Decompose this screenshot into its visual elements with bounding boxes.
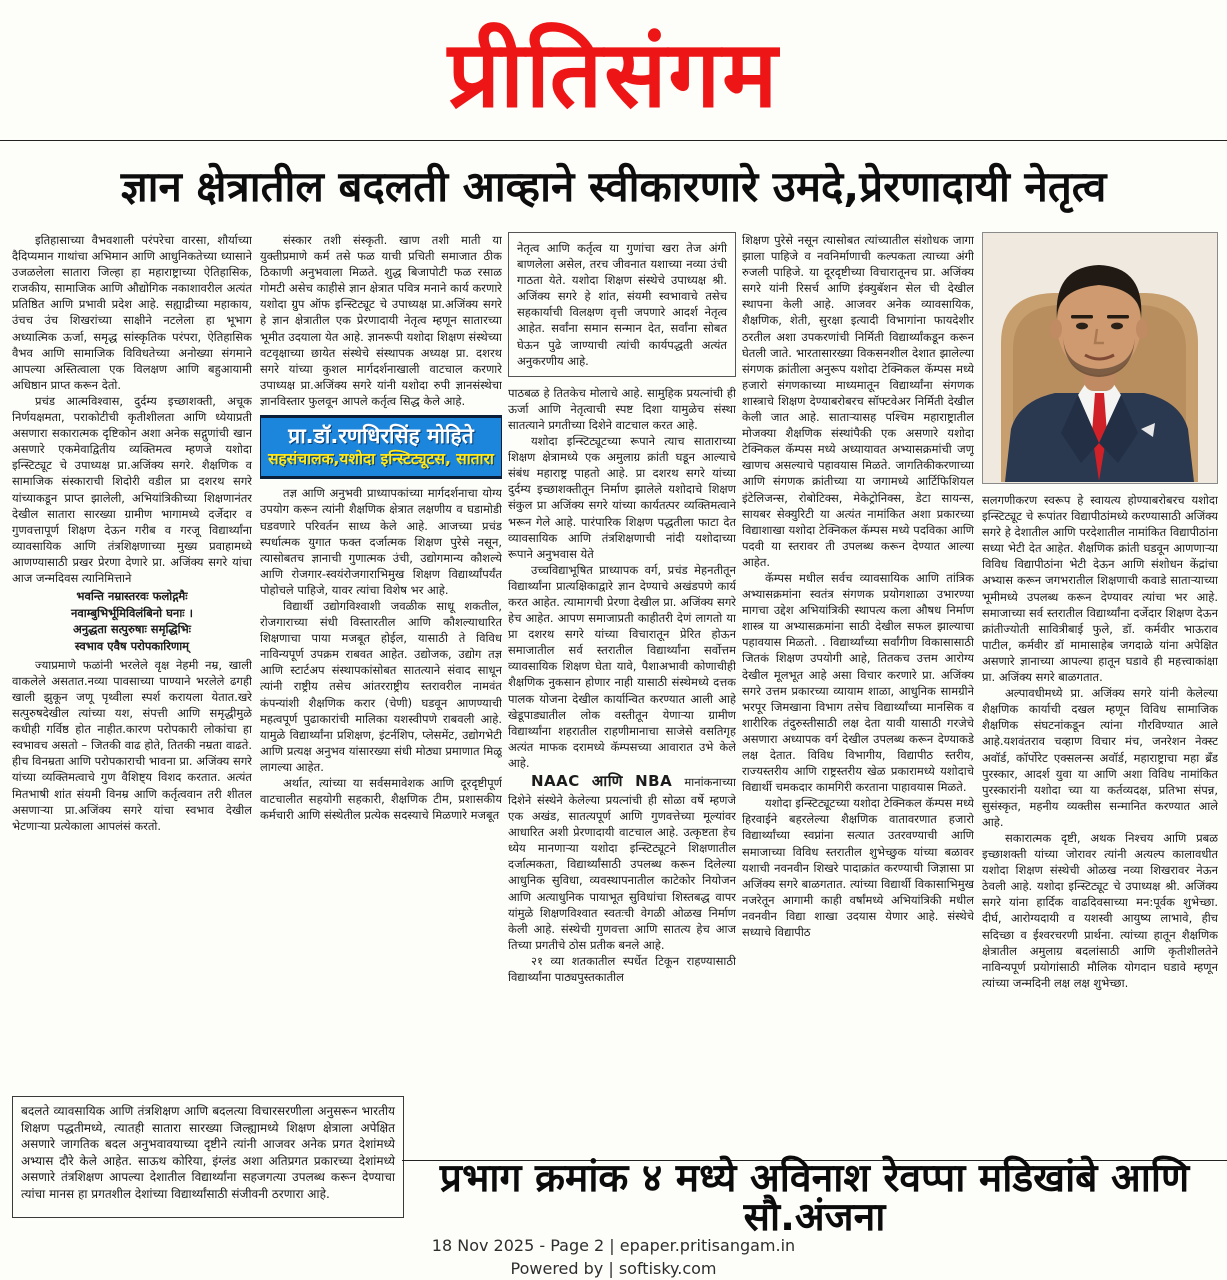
col5-para3: सकारात्मक दृष्टी, अथक निश्चय आणि प्रबळ इच्छाशक्ती यांच्या जोरावर त्यांनी अत्यल्प कालावधीत यशोदा शिक्षण संस्थेची ओळख नव्या शिखरावर नेऊन ठेवली आहे. यशोदा इन्स्टिट्यूट चे उपाध्यक्ष श्री. अजिंक्य सगरे यांना हार्दिक वाढदिवसाच्या मन:पूर्वक शुभेच्छा. दीर्घ, आरोग्यदायी व यशस्वी आयुष्य लाभावे, हीच सदिच्छा व ईश्वरचरणी प्रार्थना. त्यांच्या हातून शैक्षणिक क्षेत्रातील अमुलाग्र बदलांसाठी आणि कृतीशीलतेने नाविन्यपूर्ण प्रयोगांसाठी मौलिक योगदान घडावे म्हणून त्यांच्या जन्मदिनी लक्ष लक्ष शुभेच्छा. — [982, 830, 1218, 990]
col2-para3: विद्यार्थी उद्योगविश्वाशी जवळीक साधू शकतील, रोजगाराच्या संधी विस्तारतील आणि कौशल्याधारित शिक्षणाचा पाया मजबूत होईल, यासाठी ते विविध नाविन्यपूर्ण उपक्रम राबवत आहेत. उद्योजक, उद्योग तज्ञ आणि स्टार्टअप संस्थापकांसोबत सातत्याने संवाद साधून त्यांनी राष्ट्रीय तसेच आंतरराष्ट्रीय स्तरावरील नामवंत कंपन्यांशी शैक्षणिक करार (चेणी) घडवून आणण्याची महत्वपूर्ण पुढाकारांची मालिका यशस्वीपणे राबवली आहे. यामुळे विद्यार्थ्यांना प्रशिक्षण, इंटर्नशिप, प्लेसमेंट, उद्योगभेटी आणि प्रत्यक्ष अनुभव यांसारख्या संधी मोठ्या प्रमाणात मिळू लागल्या आहेत. — [260, 599, 502, 774]
article-headline: ज्ञान क्षेत्रातील बदलती आव्हाने स्वीकारणारे उमदे,प्रेरणादायी नेतृत्व — [120, 161, 1107, 211]
col2-para2: तज्ञ आणि अनुभवी प्राध्यापकांच्या मार्गदर्शनाचा योग्य उपयोग करून त्यांनी शैक्षणिक क्षेत्रात लक्षणीय व घडामोडी घडवणारे परिवर्तन साध्य केले आहे. आजच्या प्रचंड स्पर्धात्मक युगात फक्त दर्जात्मक शिक्षण पुरेसे नसून, त्यासोबतच ज्ञानाची गुणात्मक उंची, उद्योगमान्य कौशल्ये आणि रोजगार-स्वयंरोजगाराभिमुख शिक्षण विद्यार्थ्यांपर्यंत पोहोचले पाहिजे, यावर त्यांचा विशेष भर आहे. — [260, 486, 502, 597]
col1-para2: प्रचंड आत्मविश्वास, दुर्दम्य इच्छाशक्ती, अचूक निर्णयक्षमता, पराकोटीची कृतीशीलता आणि ध्येयाप्रती असणारा सकारात्मक दृष्टिकोन अशा अनेक सद्गुणांची खान असणारे एकमेवाद्वितीय व्यक्तिमत्व म्हणजे यशोदा इन्स्टिट्यूट चे उपाध्यक्ष प्रा.अजिंक्य सगरे. शैक्षणिक व सामाजिक संस्काराची शिदोरी वडील प्रा दशरथ सगरे यांच्याकडून प्राप्त झालेली, अभियांत्रिकीच्या शिक्षणानंतर देखील सातारा सारख्या ग्रामीण भागामध्ये दर्जेदार व गुणवत्तापूर्ण शिक्षण देऊन गरीब व गरजू विद्यार्थ्यांना व्यावसायिक आणि तंत्रशिक्षणाच्या मुख्य प्रवाहामध्ये आणण्यासाठी प्रखर प्रेरणा देणारे प्रा. अजिंक्य सगरे यांचा आज जन्मदिवस त्यानिमित्ताने — [12, 393, 252, 585]
sanskrit-shloka — [12, 588, 252, 655]
portrait-photo — [982, 232, 1218, 484]
text-column-3 — [508, 232, 736, 1154]
col4-para3: यशोदा इन्स्टिट्यूटच्या यशोदा टेक्निकल कॅम्पस मध्ये हिरवाईने बहरलेल्या शैक्षणिक वातावरणात हजारो विद्यार्थ्यांच्या स्वप्नांना सत्यात उतरवण्याची आणि समाजाच्या विविध स्तरातील शुभेच्छुक यांच्या बळावर यशाची नवनवीन शिखरे पादाक्रांत करण्याची जिज्ञासा प्रा अजिंक्य सगरे बाळगतात. त्यांच्या विद्यार्थी विकासाभिमुख नजरेतून आगामी काही वर्षांमध्ये अभियांत्रिकी मधील नवनवीन विद्या शाखा उदयास येणार आहे. संस्थेचे सध्याचे विद्यापीठ — [742, 796, 974, 940]
text-column-5 — [982, 232, 1218, 1154]
col3-para2: यशोदा इन्स्टिट्यूटच्या रूपाने त्याच साताराच्या शिक्षण क्षेत्रामध्ये एक अमुलाग्र क्रांती घडून आल्याचे संबंध महाराष्ट्र पाहतो आहे. प्रा दशरथ सगरे यांच्या दुर्दम्य इच्छाशक्तीतून निर्माण झालेले यशोदाचे शिक्षण संकुल प्रा अजिंक्य सगरे यांच्या कार्यतत्पर व्यक्तिमत्वाने भरून गेले आहे. पारंपारिक शिक्षण पद्धतीला फाटा देत व्यावसायिक आणि तंत्रशिक्षणाची नांदी यशोदाच्या रूपाने अनुभवास येते — [508, 434, 736, 561]
quote-text: नेतृत्व आणि कर्तृत्व या गुणांचा खरा तेज अंगी बाणलेला असेल, तरच जीवनात यशाच्या नव्या उंची गाठता येते. यशोदा शिक्षण संस्थेचे उपाध्यक्ष श्री. अजिंक्य सगरे हे शांत, संयमी स्वभावाचे तसेच सहकार्याची विलक्षण वृत्ती जपणारे आदर्श नेतृत्व आहेत. सर्वांना समान सन्मान देत, सर्वांना सोबत घेऊन पुढे जाण्याची त्यांची कार्यपद्धती अत्यंत अनुकरणीय आहे. — [517, 241, 727, 368]
text-column-1 — [12, 232, 252, 1078]
naac-nba-heading: NAAC आणि NBA — [531, 772, 685, 790]
col5-para1: सलगणीकरण स्वरूप हे स्वायत्य होण्याबरोबरच यशोदा इन्स्टिट्यूट चे रूपांतर विद्यापीठांमध्ये करण्यासाठी अजिंक्य सगरे हे देशातील आणि परदेशातील नामांकित विद्यापीठांना सध्या भेटी देत आहेत. शैक्षणिक क्रांती घडवून आणणाऱ्या विविध विद्यापीठांना भेटी देऊन आणि संशोधन केंद्रांचा अभ्यास करून जगभरातील शिक्षणाची कवाडे साताऱ्याच्या भूमीमध्ये उपलब्ध करून देण्यावर त्यांचा भर आहे. समाजाच्या सर्व स्तरातील विद्यार्थ्यांना दर्जेदार शिक्षण देऊन क्रांतीज्योती सावित्रीबाई फुले, डॉ. कर्मवीर भाऊराव पाटील, कर्मवीर डॉ मामासाहेब जगदाळे यांना अपेक्षित असणारे ज्ञानाच्या आपल्या हातून घडावे ही महत्त्वाकांक्षा प्रा. अजिंक्य सगरे बाळगतात. — [982, 493, 1218, 685]
byline-author-name: प्रा.डॉ.रणधिरसिंह मोहिते — [288, 424, 474, 449]
col4-para1: शिक्षण पुरेसे नसून त्यासोबत त्यांच्यातील संशोधक जागा झाला पाहिजे व नवनिर्माणाची कल्पकता त्याच्या अंगी रुजली पाहिजे. या दूरदृष्टीच्या विचारातूनच प्रा. अजिंक्य सगरे यांनी रिसर्च आणि इंक्युबॅशन सेल ची देखील स्थापना केली आहे. आजवर अनेक व्यावसायिक, शैक्षणिक, शेती, सुरक्षा इत्यादी विभागांना फायदेशीर ठरतील अशा उपकरणांची निर्मिती विद्यार्थ्यांकडून करून घेतली जाते. भारतासारख्या विकसनशील देशात झालेल्या संगणक क्रांतीला अनुरूप यशोदा टेक्निकल कॅम्पस मध्ये हजारो संगणकाच्या माध्यमातून विद्यार्थ्यांना संगणक शास्त्राचे शिक्षण देण्याबरोबरच सॉफ्टवेअर निर्मिती देखील केली जात आहे. साताऱ्यासह पश्चिम महाराष्ट्रातील मोजक्या शैक्षणिक संस्थांपैकी एक असणारे यशोदा टेक्निकल कॅम्पस मध्ये अध्यायावत अभ्यासक्रमांची जणू खाणच असल्याचे पहावयास मिळते. जागतिकीकरणाच्या आणि संगणक क्रांतीच्या या जगामध्ये आर्टिफिशियल इंटेलिजन्स, रोबोटिक्स, मेकेट्रोनिक्स, डेटा सायन्स, सायबर सेक्युरिटी या अत्यंत नामांकित अशा प्रकारच्या विद्याशाखा यशोदा टेक्निकल कॅम्पस मध्ये पदविका आणि पदवी या स्तरावर ती उपलब्ध करून देण्यात आल्या आहेत. — [742, 233, 974, 569]
leadership-quote-box — [508, 232, 736, 377]
text-column-2 — [260, 232, 502, 1096]
byline-author-role: सहसंचालक,यशोदा इन्स्टिट्यूटस, सातारा — [268, 450, 494, 469]
col4-para2: कॅम्पस मधील सर्वच व्यावसायिक आणि तांत्रिक अभ्यासक्रमांना स्वतंत्र संगणक प्रयोगशाळा उभारण्या मागचा उद्देश अभियांत्रिकी स्थापत्य कला औषध निर्माण शास्त्र या अभ्यासक्रमांना साठी देखील सफल झाल्याचा पहावयास मिळतो. . विद्यार्थ्यांच्या सर्वांगीण विकासासाठी जितकं शिक्षण उपयोगी आहे, तितकच उत्तम आरोग्य देखील मूलभूत आहे असा विचार करणारे प्रा. अजिंक्य सगरे उत्तम प्रकारच्या व्यायाम शाळा, आधुनिक सामग्रीने भरपूर जिमखाना विभाग तसेच विद्यार्थ्यांच्या मानसिक व शारीरिक तंदुरुस्तीसाठी लक्ष देता यावी यासाठी गरजेचे असणारा अध्यापक वर्ग देखील उपलब्ध करून देण्याकडे लक्ष देतात. विविध विभागीय, विद्यापीठ स्तरीय, राज्यस्तरीय आणि राष्ट्रस्तरीय खेळ प्रकारामध्ये यशोदाचे विद्यार्थी चमकदार कामगिरी करताना पाहावयास मिळते. — [742, 570, 974, 795]
shloka-line: स्वभाव एवैष परोपकारिणाम् — [74, 639, 190, 654]
col3-naac-para — [508, 771, 736, 953]
col2-para1: संस्कार तशी संस्कृती. खाण तशी माती या युक्तीप्रमाणे कर्म तसे फळ याची प्रचिती समाजात ठीक ठिकाणी अनुभवाला मिळते. शुद्ध बिजापोटी फळ रसाळ गोमटी असेच काहीसे ज्ञान क्षेत्रात पवित्र मनाने कार्य करणारे यशोदा ग्रुप ऑफ इन्स्टिट्यूट चे उपाध्यक्ष प्रा.अजिंक्य सगरे हे ज्ञान क्षेत्रातील एक प्रेरणादायी नेतृत्व म्हणून सातारच्या भूमीत उदयाला येत आहे. ज्ञानरूपी यशोदा शिक्षण संस्थेच्या वटवृक्षाच्या छायेत संस्थेचे संस्थापक अध्यक्ष प्रा. दशरथ सगरे यांच्या कुशल मार्गदर्शनाखाली वाटचाल करणारे उपाध्यक्ष प्रा.अजिंक्य सगरे यांनी यशोदा रुपी ज्ञानसंस्थेचा ज्ञानविस्तार फुलवून आपले कर्तृत्व सिद्ध केले आहे. — [260, 233, 502, 408]
footer-powered-by: Powered by | softisky.com — [510, 1259, 717, 1279]
col3-para1: पाठबळ हे तितकेच मोलाचे आहे. सामुहिक प्रयत्नांची ही ऊर्जा आणि नेतृत्वाची स्पष्ट दिशा यामुळेच संस्था सातत्याने प्रगतीच्या दिशेने वाटचाल करत आहे. — [508, 385, 736, 432]
shloka-line: अनुद्धता सत्पुरुषाः समृद्धिभिः — [73, 622, 191, 637]
portrait-photo-graphic — [983, 233, 1216, 482]
col2-para4: अर्थात, त्यांच्या या सर्वसमावेशक आणि दूरदृष्टीपूर्ण वाटचालीत सहयोगी सहकारी, शैक्षणिक टीम, प्रशासकीय कर्मचारी आणि संस्थेतील प्रत्येक सदस्याचे मिळणारे मजबूत — [260, 776, 502, 823]
masthead-divider — [0, 140, 1227, 141]
col5-para2: अल्पावधीमध्ये प्रा. अजिंक्य सगरे यांनी केलेल्या शैक्षणिक कार्याची दखल म्हणून विविध सामाजिक शैक्षणिक संघटनांकडून त्यांना गौरविण्यात आले आहे.यशवंतराव चव्हाण विचार मंच, जनरेशन नेक्स्ट अवॉर्ड, कॉर्पोरेट एक्सलन्स अवॉर्ड, महाराष्ट्राचा महा ब्रँड पुरस्कार, आदर्श युवा या आणि अशा विविध नामांकित पुरस्कारांनी यशोदा च्या या कर्तव्यदक्ष, प्रतिभा संपन्न, सुसंस्कृत, महनीय व्यक्तीस सन्मानित करण्यात आले आहे. — [982, 686, 1218, 829]
bottom-banner-headline: प्रभाग क्रमांक ४ मध्ये अविनाश रेवप्पा मडिखांबे आणि सौ.अंजना — [439, 1156, 1190, 1240]
byline-box — [260, 415, 502, 479]
col1-para1: इतिहासाच्या वैभवशाली परंपरेचा वारसा, शौर्याच्या दैदिप्यमान गाथांचा अभिमान आणि आधुनिकतेच्या ध्यासाने उजळलेला सातारा जिल्हा हा महाराष्ट्राच्या ऐतिहासिक, राजकीय, सामाजिक आणि औद्योगिक नकाशावरील अत्यंत प्रतिष्ठित आणि प्रभावी प्रदेश आहे. सह्याद्रीच्या महाकाय, उंचच उंच शिखरांच्या साक्षीने नटलेला हा भूभाग अध्यात्मिक ऊर्जा, समृद्ध सांस्कृतिक परंपरा, ऐतिहासिक वैभव आणि सामाजिक विविधतेच्या अनोख्या संगमाने आपल्या अस्तित्वाला एक विलक्षण आणि बहुआयामी अधिष्ठान प्राप्त करून देतो. — [12, 233, 252, 392]
col1-para3: ज्याप्रमाणे फळांनी भरलेले वृक्ष नेहमी नम्र, खाली वाकलेले असतात.नव्या पावसाच्या पाण्याने भरलेले ढगही खाली झुकून जणू पृथ्वीला स्पर्श करायला येतात.खरे सत्पुरुषदेखील त्यांच्या यश, संपत्ती आणि समृद्धीमुळे कधीही गर्विष्ठ होत नाहीत.कारण परोपकारी लोकांचा हा स्वभावच असतो – जितकी वाढ होते, तितकी नम्रता वाढते. हीच विनम्रता आणि परोपकाराची भावना प्रा. अजिंक्य सगरे यांच्या व्यक्तिमत्वाचे गुण वैशिष्ट्य विशद करतात. अत्यंत मितभाषी शांत संयमी विनम्र आणि कर्तृत्ववान तरी शीतल असणाऱ्या प्रा.अजिंक्य सगरे यांचा स्वभाव देखील भेटणाऱ्या प्रत्येकाला आपलंसं करतो. — [12, 657, 252, 833]
shloka-line: भवन्ति नम्रास्तरवः फलोद्गमैः — [76, 589, 188, 604]
shloka-line: नवाम्बुभिर्भूमिविलंबिनो घनाः । — [71, 605, 193, 620]
footer-date-page-url: 18 Nov 2025 - Page 2 | epaper.pritisangam.in — [431, 1236, 796, 1255]
naac-para-text: मानांकनाच्या दिशेने संस्थेने केलेल्या प्रयत्नांची ही सोळा वर्षे म्हणजे एक अखंड, सातत्यपूर्ण आणि गुणवत्तेच्या मूल्यांवर आधारित अशी प्रेरणादायी वाटचाल आहे. उत्कृष्टता हेच ध्येय मानणाऱ्या यशोदा इन्स्टिट्यूटने शिक्षणातील दर्जात्मकता, विद्यार्थ्यांसाठी उपलब्ध करून दिलेल्या आधुनिक सुविधा, व्यवस्थापनातील काटेकोर नियोजन आणि अत्याधुनिक पायाभूत सुविधांचा शिस्तबद्ध वापर यांमुळे शिक्षणविश्वात स्वतःची वेगळी ओळख निर्माण केली आहे. संस्थेची गुणवत्ता आणि सातत्य हेच आज तिच्या प्रगतीचे ठोस प्रतीक बनले आहे. — [508, 775, 736, 952]
col3-para3: उच्चविद्याभूषित प्राध्यापक वर्ग, प्रचंड मेहनतीतून विद्यार्थ्यांना प्रात्यक्षिकाद्वारे ज्ञान देण्याचे अखंडपणे कार्य करत आहेत. त्यामागची प्रेरणा देखील प्रा. अजिंक्य सगरे हेच आहेत. आपण समाजाप्रती काहीतरी देणं लागतो या प्रा दशरथ सगरे यांच्या विचारातून प्रेरित होऊन समाजातील सर्व स्तरातील विद्यार्थ्यांना सर्वोत्तम व्यावसायिक शिक्षण घेता यावे, पैशाअभावी कोणाचीही शैक्षणिक नुकसान होणार नाही यासाठी संस्थेमध्ये दत्तक पालक योजना देखील कार्यान्वित करण्यात आली आहे खेडूपाड्यातील लोक वस्तीतून येणाऱ्या ग्रामीण विद्यार्थ्यांना शहरातील राहणीमानाचा साजेसे वसतिगृह अत्यंत माफक दरामध्ये कॅम्पसच्या आवारात उभे केले आहे. — [508, 562, 736, 770]
text-column-4 — [742, 232, 974, 1154]
page-footer — [0, 1234, 1227, 1280]
masthead-title: प्रीतिसंगम — [447, 20, 780, 128]
col3-para4: २१ व्या शतकातील स्पर्धेत टिकून राहण्यासाठी विद्यार्थ्यांना पाठ्यपुस्तकातील — [508, 953, 736, 985]
study-tours-highlight-box: बदलते व्यावसायिक आणि तंत्रशिक्षण आणि बदलत्या विचारसरणीला अनुसरून भारतीय शिक्षण पद्धतीमध्ये, त्यातही सातारा सारख्या जिल्ह्यामध्ये शिक्षण क्षेत्राला अपेक्षित असणारे जागतिक बदल अनुभवावयाच्या दृष्टीने त्यांनी आजवर अनेक प्रगत देशांमध्ये अभ्यास दौरे केले आहेत. साऊथ कोरिया, इंग्लंड अशा अतिप्रगत प्रकारच्या देशांमध्ये असणारे तंत्रशिक्षण आपल्या देशातील विद्यार्थ्यांना सहजगत्या उपलब्ध करून देण्याचा त्यांचा मानस हा प्रगतशील देशांच्या विद्यार्थ्यांसाठी संजीवनी ठरणारा आहे. — [12, 1096, 404, 1218]
